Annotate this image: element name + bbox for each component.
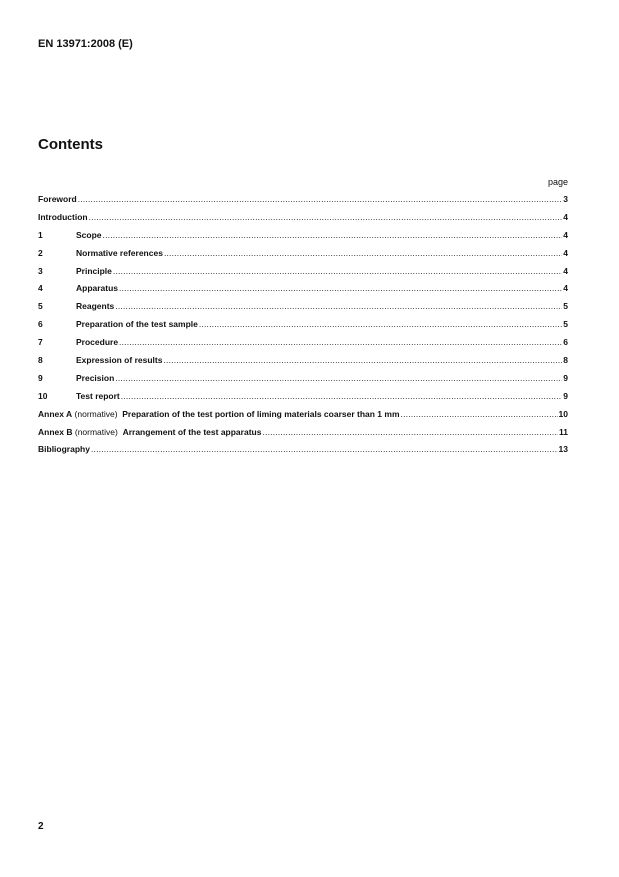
toc-entry-page: 6 bbox=[563, 337, 568, 348]
toc-entry-label: Arrangement of the test apparatus bbox=[122, 426, 262, 437]
page-number: 2 bbox=[38, 821, 44, 832]
toc-entry-label: Foreword bbox=[38, 194, 77, 204]
toc-entry-number: 8 bbox=[38, 355, 43, 366]
annex-id: Annex B bbox=[38, 426, 73, 437]
toc-entry-page: 13 bbox=[558, 444, 568, 455]
toc-entry-apparatus[interactable] bbox=[38, 283, 568, 301]
toc-entry-annex-a[interactable] bbox=[38, 409, 568, 427]
toc-entry-page: 4 bbox=[563, 265, 568, 276]
toc-entry-number: 7 bbox=[38, 337, 43, 348]
toc-entry-annex-b[interactable] bbox=[38, 427, 568, 445]
toc-entry-normative-references[interactable] bbox=[38, 248, 568, 266]
annex-id: Annex A bbox=[38, 408, 73, 419]
toc-entry-label: Scope bbox=[76, 229, 102, 240]
toc-entry-page: 5 bbox=[563, 301, 568, 312]
toc-entry-precision[interactable] bbox=[38, 373, 568, 391]
toc-entry-page: 8 bbox=[563, 355, 568, 366]
toc-entry-foreword[interactable] bbox=[38, 194, 568, 212]
table-of-contents bbox=[38, 194, 568, 462]
page-column-label: page bbox=[547, 177, 568, 187]
toc-entry-label: Preparation of the test sample bbox=[76, 319, 198, 330]
toc-entry-label: Reagents bbox=[76, 301, 115, 312]
toc-entry-label: Test report bbox=[76, 390, 120, 401]
toc-entry-label: Normative references bbox=[76, 247, 163, 258]
toc-entry-preparation-of-test-sample[interactable] bbox=[38, 319, 568, 337]
toc-entry-bibliography[interactable] bbox=[38, 444, 568, 462]
toc-entry-expression-of-results[interactable] bbox=[38, 355, 568, 373]
toc-entry-procedure[interactable] bbox=[38, 337, 568, 355]
document-header: EN 13971:2008 (E) bbox=[38, 38, 133, 50]
toc-entry-number: 4 bbox=[38, 283, 43, 294]
contents-title: Contents bbox=[38, 136, 103, 153]
toc-entry-page: 3 bbox=[563, 194, 568, 204]
toc-entry-page: 4 bbox=[563, 247, 568, 258]
toc-entry-introduction[interactable] bbox=[38, 212, 568, 230]
toc-entry-label: Preparation of the test portion of liming materials coarser than 1 mm bbox=[122, 408, 400, 419]
toc-entry-number: 10 bbox=[38, 390, 48, 401]
toc-entry-number: 1 bbox=[38, 229, 43, 240]
toc-entry-page: 4 bbox=[563, 211, 568, 222]
toc-entry-number: 2 bbox=[38, 247, 43, 258]
toc-entry-label: Expression of results bbox=[76, 355, 163, 366]
toc-entry-label: Apparatus bbox=[76, 283, 119, 294]
toc-entry-number: 6 bbox=[38, 319, 43, 330]
toc-entry-page: 9 bbox=[563, 372, 568, 383]
toc-entry-number: 3 bbox=[38, 265, 43, 276]
toc-entry-page: 4 bbox=[563, 283, 568, 294]
toc-entry-label: Principle bbox=[76, 265, 112, 276]
toc-entry-number: 5 bbox=[38, 301, 43, 312]
annex-type: (normative) bbox=[74, 426, 118, 437]
toc-entry-principle[interactable] bbox=[38, 266, 568, 284]
toc-entry-test-report[interactable] bbox=[38, 391, 568, 409]
toc-entry-page: 10 bbox=[558, 408, 568, 419]
toc-entry-page: 11 bbox=[559, 426, 568, 437]
toc-entry-reagents[interactable] bbox=[38, 301, 568, 319]
toc-entry-page: 5 bbox=[563, 319, 568, 330]
toc-entry-page: 4 bbox=[563, 229, 568, 240]
toc-entry-number: 9 bbox=[38, 372, 43, 383]
toc-entry-label: Precision bbox=[76, 372, 115, 383]
annex-type: (normative) bbox=[74, 408, 118, 419]
toc-entry-scope[interactable] bbox=[38, 230, 568, 248]
toc-entry-page: 9 bbox=[563, 390, 568, 401]
toc-entry-label: Bibliography bbox=[38, 444, 90, 455]
toc-entry-label: Introduction bbox=[38, 211, 88, 222]
toc-entry-label: Procedure bbox=[76, 337, 119, 348]
